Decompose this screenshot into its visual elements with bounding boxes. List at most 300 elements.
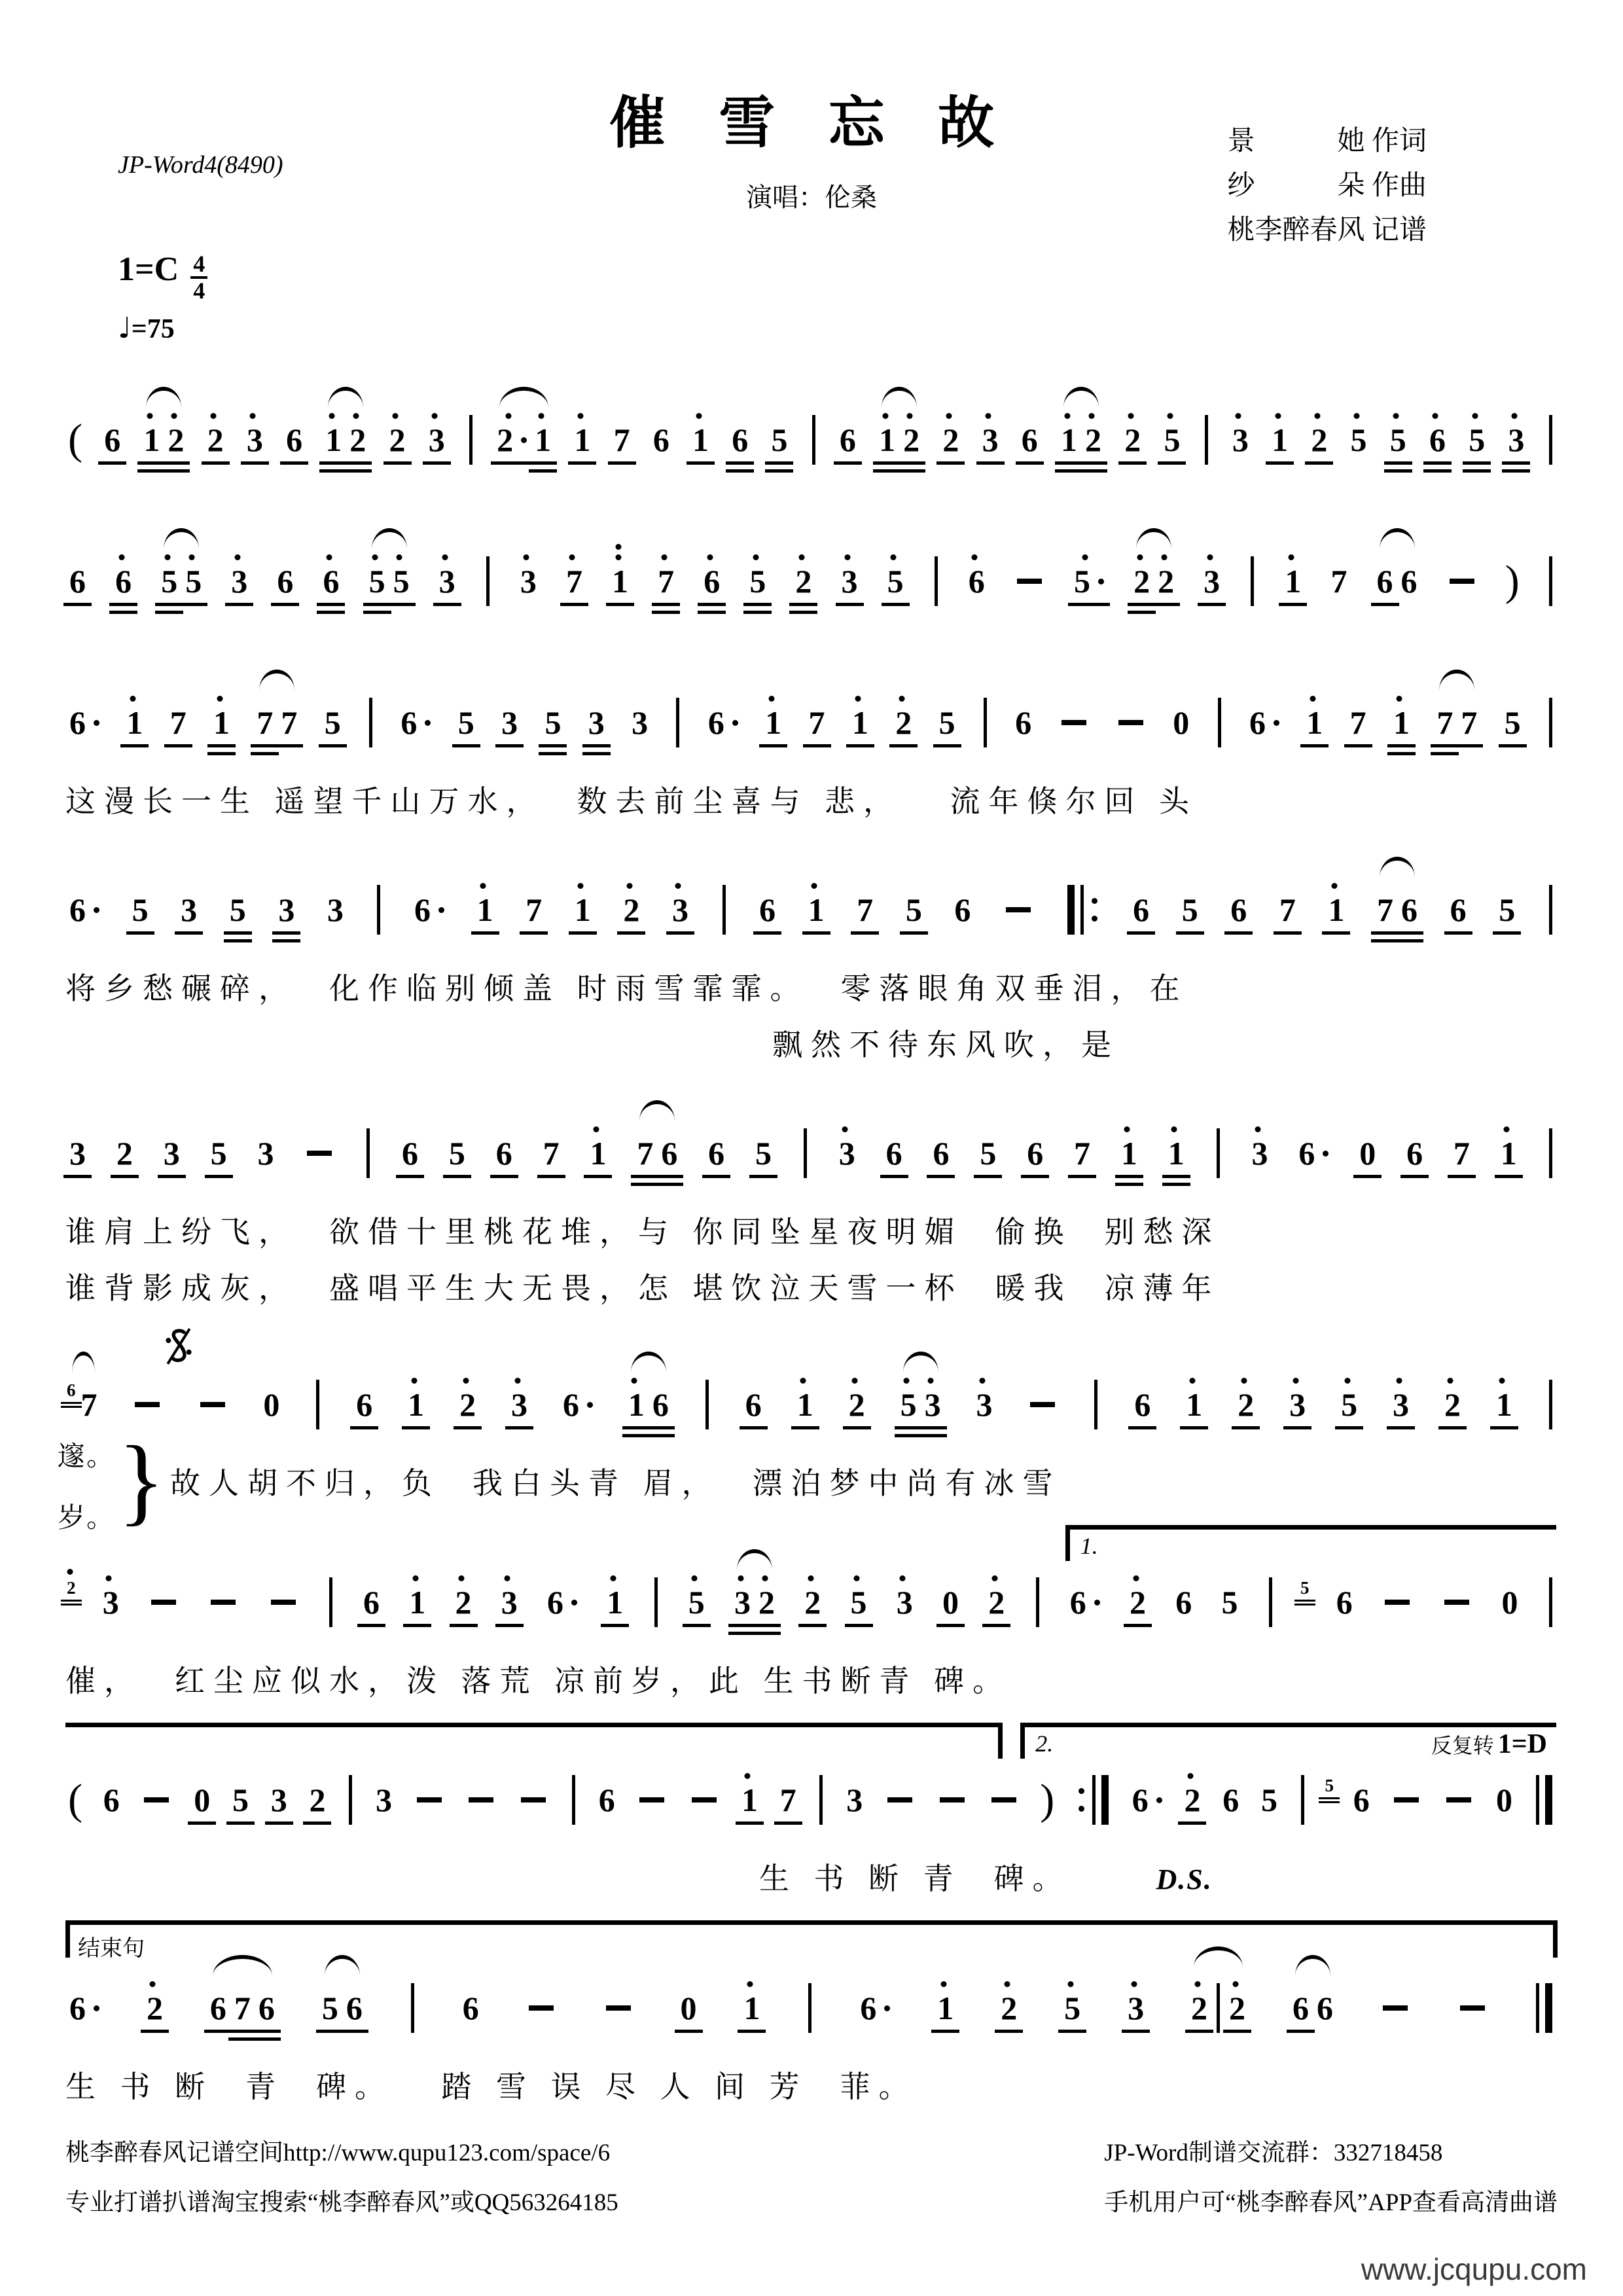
note-digit: 5: [185, 563, 202, 600]
octave-dots: [1511, 413, 1517, 419]
bline: [676, 698, 679, 747]
segno-icon: [164, 1327, 194, 1369]
note: [897, 1586, 913, 1619]
beam-line: [803, 744, 831, 747]
note-digit: 6: [839, 422, 856, 458]
bline: [369, 698, 372, 747]
note: [356, 1388, 372, 1421]
repeat-key-text: 反复转: [1431, 1734, 1494, 1757]
note-digit: 6: [732, 422, 749, 458]
octave-dots: [353, 413, 359, 419]
slur-group: [897, 1388, 945, 1421]
note: [402, 1137, 418, 1170]
grace-note: [67, 1579, 76, 1597]
note: [115, 565, 132, 598]
note: [1229, 1992, 1245, 2024]
note: [804, 1586, 821, 1619]
barline: [1269, 1577, 1272, 1627]
note: [688, 1586, 705, 1619]
octave-dot: [1067, 1981, 1073, 1987]
bline: [1536, 1983, 1539, 2033]
note: [1502, 1586, 1518, 1619]
note-digit: 3: [278, 891, 295, 928]
note: [846, 1784, 863, 1816]
beam-line: [1283, 1426, 1311, 1429]
octave-dot: [577, 413, 583, 419]
beam-line: [936, 1624, 965, 1627]
note-digit: 5: [980, 1135, 997, 1172]
bline: [654, 1577, 658, 1627]
octave-dots: [1133, 1575, 1139, 1581]
note: [692, 423, 709, 456]
octave-dots: [432, 413, 438, 419]
beam-line: [61, 1402, 82, 1404]
note-digit: 1: [1393, 704, 1410, 741]
beam-line: [1127, 931, 1155, 935]
grace-note: [67, 1382, 76, 1399]
dash-note: [151, 1600, 176, 1605]
note: [1070, 1586, 1100, 1619]
slur-arc: [1136, 528, 1171, 549]
note: [1232, 423, 1249, 456]
dash-note: [529, 2005, 554, 2011]
note: [170, 706, 187, 739]
note-digit: 6: [745, 1386, 762, 1423]
note: [1222, 1586, 1238, 1619]
beam-line: [1463, 461, 1491, 465]
octave-dot: [1088, 413, 1094, 419]
credits-block: [1227, 119, 1427, 253]
header: [65, 59, 1558, 373]
note: [408, 1388, 424, 1421]
octave-dot: [147, 413, 152, 419]
note: [501, 706, 518, 739]
octave-dots: [615, 544, 621, 560]
beam-line: [617, 931, 645, 935]
slur-group: [633, 1137, 681, 1170]
note: [1022, 423, 1038, 456]
barline: [1549, 415, 1552, 465]
note: [590, 1137, 606, 1170]
note: [1359, 1137, 1376, 1170]
note: [1124, 423, 1141, 456]
octave-dot: [745, 1773, 751, 1779]
dash-note: [211, 1600, 236, 1605]
beam-line: [1176, 931, 1204, 935]
app-promo-line: 手机用户可“桃李醉春风”APP查看高清曲谱: [1104, 2189, 1558, 2216]
footer-left-column: [65, 2128, 618, 2228]
note-digit: 7: [543, 1135, 560, 1172]
beam-line: [1387, 1426, 1415, 1429]
note-digit: 3: [270, 1782, 287, 1818]
octave-dot: [1004, 1981, 1010, 1987]
note-digit: 1: [741, 1782, 758, 1818]
octave-dots: [211, 413, 217, 419]
barline: [377, 885, 380, 935]
note: [322, 1992, 338, 2024]
beam-line: [1279, 603, 1307, 606]
note-digit: 2: [1238, 1386, 1255, 1423]
note: [566, 565, 582, 598]
beam-line: [1495, 1175, 1523, 1178]
octave-dots: [904, 1378, 910, 1384]
beam-line: [740, 1426, 768, 1429]
note: [840, 423, 856, 456]
note-digit: 3: [438, 563, 455, 600]
beam-line: [652, 603, 680, 606]
barline: [705, 1380, 709, 1429]
note-digit: 6: [968, 563, 985, 600]
note-digit: 1: [1500, 1135, 1517, 1172]
slur-group: [875, 423, 923, 456]
octave-dots: [1354, 413, 1360, 419]
note-digit: 3: [841, 563, 858, 600]
beam-line: [61, 1600, 82, 1602]
beam-line: [61, 1406, 82, 1408]
note: [1064, 1992, 1080, 2024]
note-digit: 6: [1222, 1782, 1240, 1818]
octave-dots: [1236, 413, 1241, 419]
volta-bracket-1: [1065, 1525, 1556, 1561]
octave-dot: [514, 1378, 520, 1384]
note-digit: 7: [637, 1135, 654, 1172]
augmentation-dot: [571, 1600, 577, 1605]
bline: [1205, 415, 1208, 465]
note-digit: 1: [692, 422, 709, 458]
note: [681, 1992, 697, 2024]
note-digit: 3: [632, 704, 649, 741]
barline: [349, 1775, 352, 1825]
final-barline: [1536, 1775, 1552, 1825]
note-digit: 5: [393, 563, 410, 600]
beam-line: [205, 1175, 233, 1178]
note-digit: 3: [181, 891, 198, 928]
dash-note: [606, 2005, 631, 2011]
note-digit: 5: [368, 563, 385, 600]
note: [1317, 1992, 1333, 2024]
note-digit: 1: [213, 704, 230, 741]
note: [1508, 423, 1524, 456]
octave-dots: [946, 413, 952, 419]
barline: [1549, 1577, 1552, 1627]
quarter-note-icon: ♩: [118, 312, 132, 346]
notation-row: [65, 373, 1558, 492]
volta-label: 1.: [1080, 1533, 1098, 1559]
octave-dot: [762, 1575, 768, 1581]
beam-line: [1294, 1604, 1315, 1605]
note-digit: 5: [210, 1135, 227, 1172]
note: [895, 706, 912, 739]
dash-note: [887, 1797, 912, 1803]
slur-arc: [631, 1352, 666, 1372]
note-digit: 3: [501, 1584, 518, 1621]
note: [213, 706, 230, 739]
note: [1134, 1388, 1150, 1421]
octave-dots: [505, 1575, 510, 1581]
beam-line: [683, 1624, 711, 1627]
octave-dots: [1293, 1378, 1298, 1384]
note: [547, 1586, 577, 1619]
octave-dots: [808, 1575, 813, 1581]
note: [808, 893, 825, 926]
note: [901, 1388, 917, 1421]
bline bthick: [1545, 1983, 1552, 2033]
octave-dot: [329, 413, 334, 419]
octave-dot: [505, 413, 511, 419]
note-digit: 5: [161, 563, 178, 600]
octave-dots: [393, 413, 399, 419]
bline: [1217, 1128, 1220, 1178]
beam-line: [1455, 744, 1483, 747]
barline: [1217, 1128, 1220, 1178]
note: [1128, 1992, 1144, 2024]
note-digit: 6: [103, 1782, 120, 1818]
note: [1085, 423, 1101, 456]
octave-dots: [842, 1126, 848, 1132]
octave-dots: [1433, 413, 1438, 419]
octave-dots: [661, 554, 667, 560]
beam-line: [698, 603, 726, 606]
note: [1454, 1137, 1470, 1170]
slur-group: [1130, 565, 1178, 598]
note: [1298, 1137, 1329, 1170]
slur-group: [65, 1380, 101, 1423]
note-digit: 6: [401, 704, 418, 741]
note-digit: 6: [69, 704, 86, 741]
beam-line: [882, 603, 910, 606]
note-digit: 3: [588, 704, 605, 741]
note-digit: 3: [734, 1584, 751, 1621]
lyrics-row: 生 书 断 青 碑。 踏 雪 误 尽 人 间 芳 菲。: [65, 2070, 918, 2104]
note: [759, 893, 776, 926]
note: [632, 706, 648, 739]
note: [1191, 1992, 1207, 2024]
beam-line: [655, 1175, 683, 1178]
octave-dot: [480, 883, 486, 889]
octave-dot: [442, 554, 448, 560]
note: [376, 1784, 392, 1816]
note-digit: 0: [680, 1990, 697, 2026]
beam-line: [802, 931, 830, 935]
slur-group: [493, 423, 555, 456]
beam-line: [1423, 461, 1452, 465]
tempo-marking: [118, 312, 207, 345]
slur-arc: [1439, 670, 1474, 691]
note: [1393, 706, 1410, 739]
note-digit: 1: [325, 422, 342, 458]
barline: [1549, 885, 1552, 935]
beam-line: [1224, 931, 1253, 935]
octave-dot: [353, 413, 359, 419]
note: [1261, 1784, 1277, 1816]
note-digit: 7: [281, 704, 298, 741]
beam-line: [1300, 744, 1329, 747]
notation-row: [65, 1330, 1558, 1457]
beam-line: [158, 1175, 186, 1178]
rdot: [1092, 916, 1097, 922]
octave-dot: [1124, 1126, 1130, 1132]
slur-arc: [259, 670, 294, 691]
octave-dots: [899, 696, 904, 702]
beam-line: [539, 752, 567, 755]
beam-line: [836, 603, 864, 606]
octave-dot: [661, 554, 667, 560]
octave-dot: [459, 1575, 465, 1581]
beam-line: [251, 752, 279, 755]
barline: [804, 1128, 807, 1178]
note: [637, 1137, 653, 1170]
key-signature: [118, 250, 207, 304]
slur-group: [624, 1388, 673, 1421]
footer-right-column: [1104, 2128, 1558, 2228]
octave-dot: [569, 554, 575, 560]
octave-dots: [1255, 1126, 1260, 1132]
beam-line: [272, 939, 300, 942]
brace: }: [118, 1426, 165, 1535]
bline: [1549, 1380, 1552, 1429]
music-system: [65, 843, 1558, 1064]
bline: [1301, 1775, 1304, 1825]
note-digit: 6: [1336, 1584, 1353, 1621]
octave-dots: [164, 554, 170, 560]
note-digit: 1: [796, 1386, 813, 1423]
octave-dots: [1128, 413, 1133, 419]
octave-dots: [411, 1378, 417, 1384]
octave-dots: [1082, 554, 1088, 560]
beam-line: [736, 1821, 764, 1825]
note: [1496, 1388, 1512, 1421]
barline: [1549, 556, 1552, 606]
beam-line: [936, 461, 965, 465]
note-digit: 5: [749, 563, 766, 600]
note: [1505, 706, 1521, 739]
note-digit: 7: [80, 1386, 98, 1423]
note-digit: 0: [942, 1584, 959, 1621]
beam-line: [582, 744, 611, 747]
note: [708, 1137, 724, 1170]
note-digit: 0: [194, 1782, 211, 1818]
octave-dots: [928, 1378, 934, 1384]
note: [988, 1586, 1005, 1619]
bline: [1092, 1775, 1096, 1825]
note-digit: 6: [277, 563, 294, 600]
note: [1061, 423, 1077, 456]
augmentation-dot: [1098, 579, 1104, 584]
note: [389, 423, 406, 456]
note: [325, 423, 342, 456]
lyrics-row: 谁背影成灰， 盛唱平生大无畏，怎 堪饮泣天雪一杯 暖我 凉薄年: [65, 1272, 1221, 1305]
note-digit: 6: [547, 1584, 563, 1621]
music-system: [65, 514, 1558, 634]
barline: [935, 556, 938, 606]
note-digit: 5: [850, 1584, 867, 1621]
note: [672, 893, 688, 926]
beam-line: [702, 1175, 730, 1178]
beam-line: [109, 611, 137, 614]
note: [942, 423, 959, 456]
note-digit: 7: [1453, 1135, 1470, 1172]
note-digit: 2: [349, 422, 366, 458]
note: [780, 1784, 796, 1816]
note-digit: 5: [1350, 422, 1367, 458]
beam-line: [652, 611, 680, 614]
octave-dot: [1241, 1378, 1247, 1384]
note-digit: 5: [688, 1584, 705, 1621]
note: [143, 423, 160, 456]
octave-dot: [610, 1575, 616, 1581]
slur-arc: [146, 387, 181, 408]
note-digit: 7: [1279, 891, 1296, 928]
note: [543, 1137, 560, 1170]
repeat-barline: [1077, 1775, 1109, 1825]
octave-dots: [67, 1569, 73, 1575]
beam-line: [1463, 469, 1491, 473]
bline: [1549, 885, 1552, 935]
note: [455, 1586, 472, 1619]
octave-dots: [1397, 696, 1402, 702]
dash-note: [1006, 907, 1031, 912]
beam-line: [1158, 461, 1186, 465]
octave-dot: [812, 883, 817, 889]
note: [1289, 1388, 1306, 1421]
beam-line: [655, 1183, 683, 1186]
octave-dot: [432, 413, 438, 419]
note-digit: 5: [1221, 1584, 1238, 1621]
note: [520, 565, 537, 598]
note-digit: 5: [229, 891, 246, 928]
note: [1328, 893, 1344, 926]
augmentation-dot: [884, 2005, 890, 2011]
note: [652, 1388, 669, 1421]
beam-line: [1178, 1821, 1206, 1825]
beam-line: [1223, 2030, 1251, 2033]
octave-dot: [67, 1569, 73, 1575]
octave-dot: [615, 544, 621, 550]
octave-dot: [1064, 413, 1070, 419]
barline: [1217, 1983, 1220, 2033]
note: [526, 893, 542, 926]
octave-dots: [1448, 1378, 1454, 1384]
note: [734, 1586, 751, 1619]
slur-group: [1289, 1992, 1337, 2024]
octave-dots: [1189, 1378, 1195, 1384]
dash-note: [1444, 1600, 1469, 1605]
note-digit: 2: [389, 422, 406, 458]
octave-dots: [459, 1575, 465, 1581]
bline: [1549, 415, 1552, 465]
note: [1293, 1992, 1309, 2024]
beam-line: [774, 1821, 802, 1825]
note-digit: 2: [804, 1584, 821, 1621]
note-digit: 5: [938, 704, 955, 741]
note-digit: 3: [846, 1782, 863, 1818]
beam-line: [974, 1175, 1002, 1178]
slur-arc: [882, 387, 917, 408]
beam-line: [919, 1426, 947, 1429]
bline: [935, 556, 938, 606]
barline: [329, 1577, 332, 1627]
repeat-dots: [1079, 1788, 1084, 1812]
octave-dot: [150, 1981, 156, 1987]
beam-line: [726, 461, 754, 465]
augmentation-dot: [425, 720, 431, 726]
octave-dot: [972, 554, 978, 560]
note: [69, 1992, 99, 2024]
beam-line: [753, 1624, 781, 1627]
note: [181, 893, 197, 926]
octave-dots: [150, 1981, 156, 1987]
note-digit: 1: [126, 704, 143, 741]
